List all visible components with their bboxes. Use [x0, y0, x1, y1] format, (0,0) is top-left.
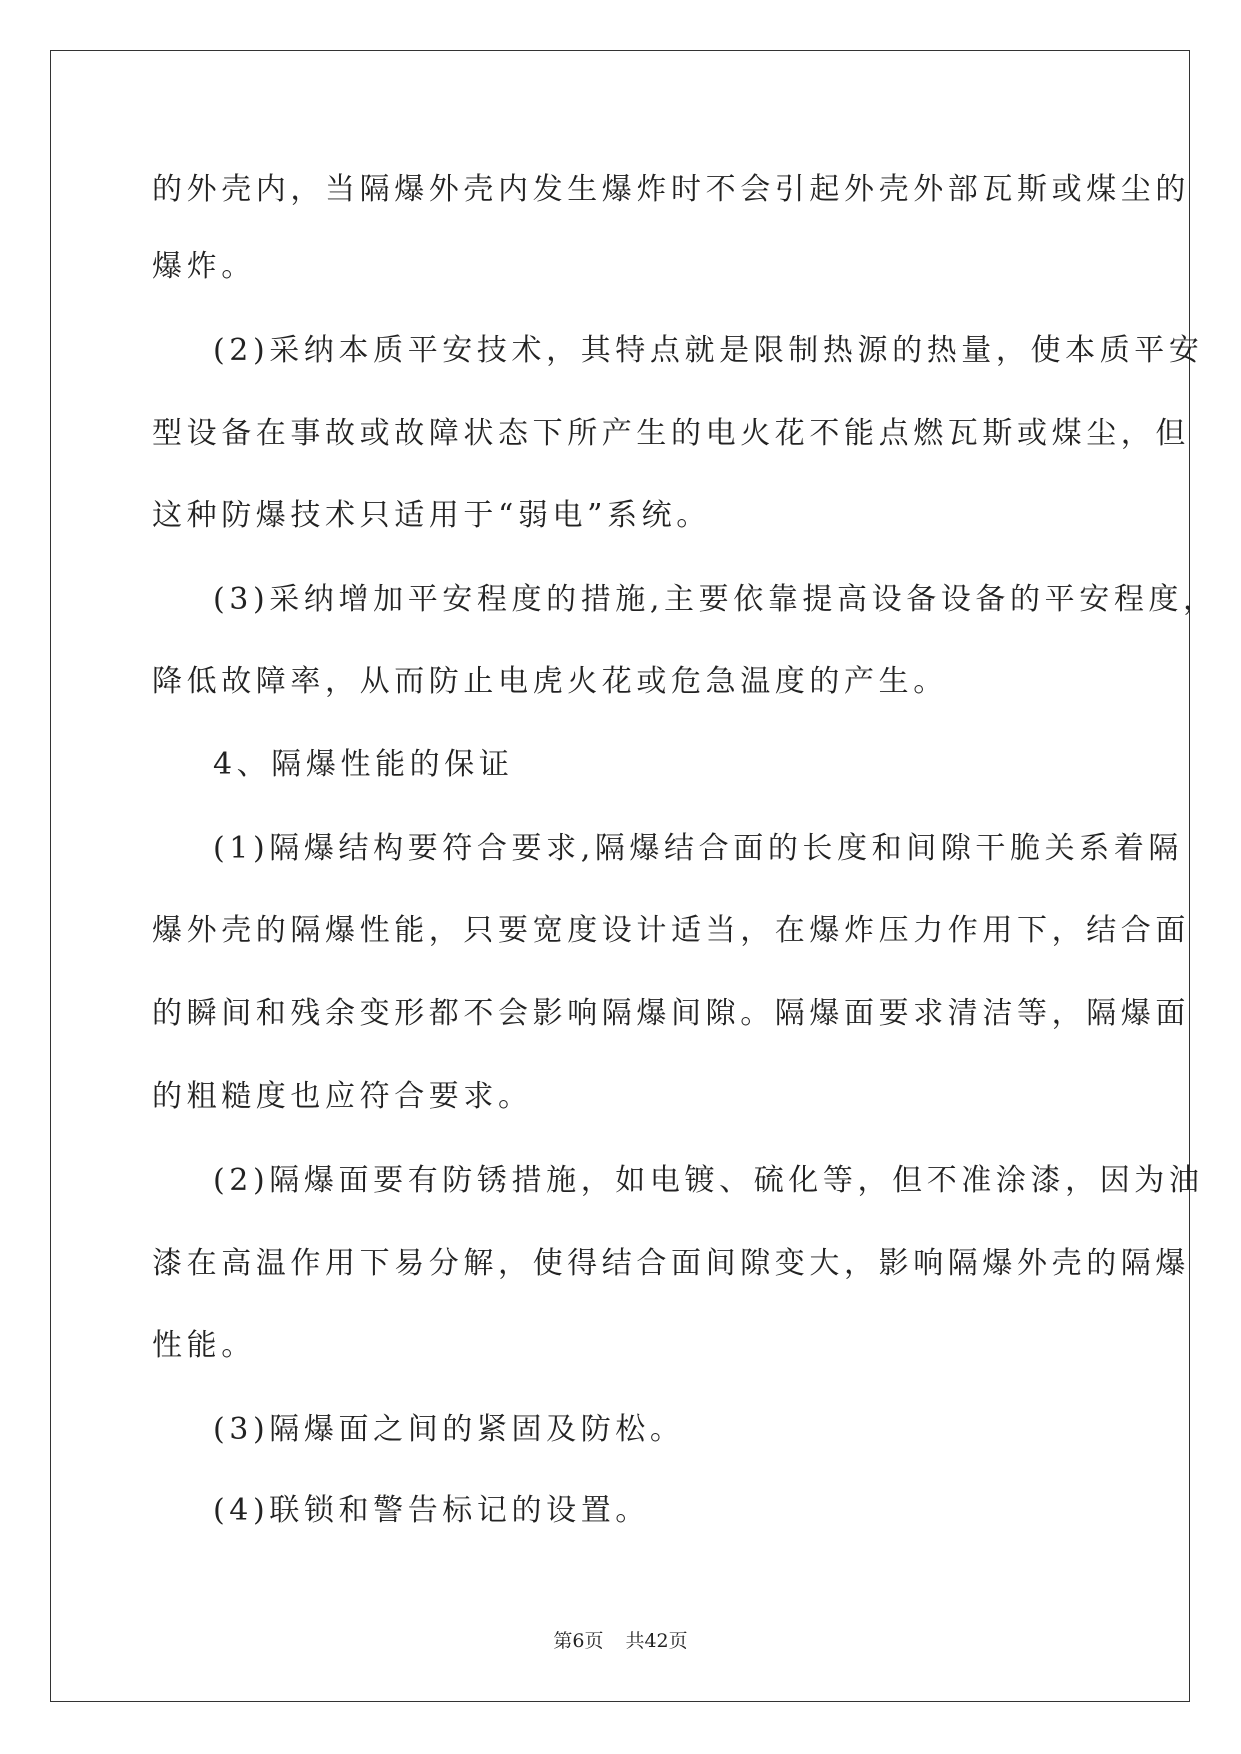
text-line: 爆炸。 — [152, 249, 256, 284]
page-number: 第6页 — [553, 1630, 604, 1652]
text-line: (2)隔爆面要有防锈措施，如电镀、硫化等，但不准涂漆，因为油 — [213, 1163, 1204, 1198]
text-line: (3)采纳增加平安程度的措施,主要依靠提高设备设备的平安程度， — [213, 582, 1218, 617]
text-line: 性能。 — [152, 1328, 256, 1363]
page-total: 共42页 — [625, 1630, 688, 1652]
text-line: 的瞬间和残余变形都不会影响隔爆间隙。隔爆面要求清洁等，隔爆面 — [152, 996, 1190, 1031]
text-line: (3)隔爆面之间的紧固及防松。 — [213, 1412, 685, 1447]
text-line: 这种防爆技术只适用于“弱电”系统。 — [152, 498, 711, 533]
text-line: (4)联锁和警告标记的设置。 — [213, 1493, 650, 1528]
text-line: 的外壳内，当隔爆外壳内发生爆炸时不会引起外壳外部瓦斯或煤尘的 — [152, 172, 1190, 207]
text-line: 的粗糙度也应符合要求。 — [152, 1079, 533, 1114]
text-line: 降低故障率，从而防止电虎火花或危急温度的产生。 — [152, 664, 948, 699]
text-line: 型设备在事故或故障状态下所产生的电火花不能点燃瓦斯或煤尘，但 — [152, 416, 1190, 451]
page-border — [50, 50, 1190, 1702]
page-footer — [0, 1626, 1241, 1653]
text-line: 漆在高温作用下易分解，使得结合面间隙变大，影响隔爆外壳的隔爆 — [152, 1246, 1190, 1281]
text-line: 爆外壳的隔爆性能，只要宽度设计适当，在爆炸压力作用下，结合面 — [152, 913, 1190, 948]
text-line: (1)隔爆结构要符合要求,隔爆结合面的长度和间隙干脆关系着隔 — [213, 831, 1184, 866]
text-line: (2)采纳本质平安技术，其特点就是限制热源的热量，使本质平安 — [213, 333, 1204, 368]
section-heading: 4、隔爆性能的保证 — [213, 747, 514, 782]
